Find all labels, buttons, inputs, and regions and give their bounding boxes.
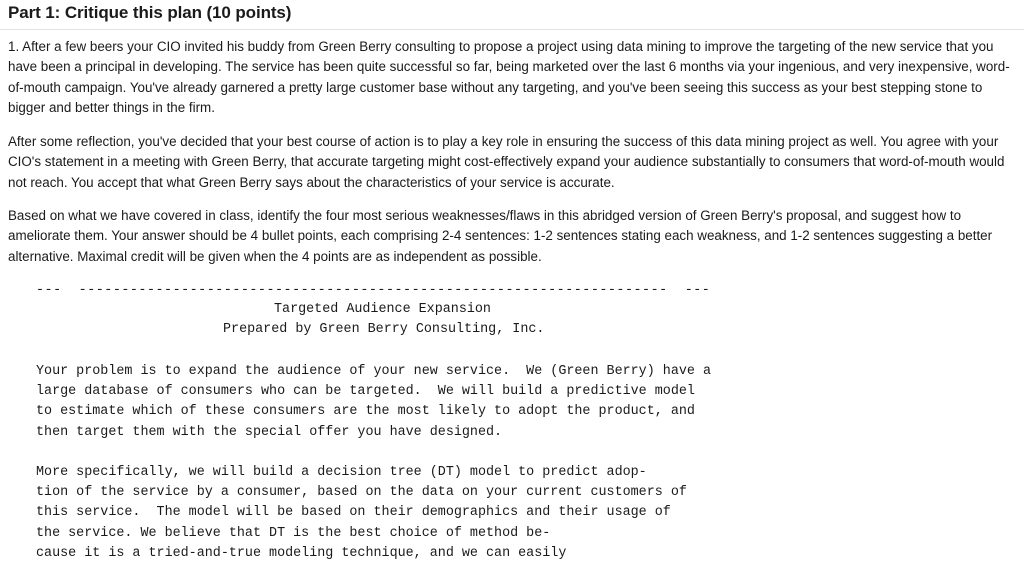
- proposal-block-2: More specifically, we will build a decision tree (DT) model to predict adop- tion of the service by a consumer, based on the data on your current customers of this service. The model will be based on their demographics and their usage of the service. We believe that DT is the best choice of method be- cause it is a tried-and-true modeling technique, and we can easily: [36, 465, 687, 561]
- proposal-ruler: --- --------------------------------------------------------------------- ---: [36, 283, 711, 298]
- question-paragraph-1: 1. After a few beers your CIO invited his buddy from Green Berry consulting to propose a project using data mining to improve the targeting of the new service that you have been a principal in developing. The service has been quite successful so far, being marketed over the last 6 months via your ingenious, and very inexpensive, word-of-mouth campaign. You've already garnered a pretty large customer base without any targeting, and you've been seeing this success as your best stepping stone to bigger and better things in the firm.: [8, 39, 1010, 115]
- part-title: Part 1: Critique this plan (10 points): [8, 3, 292, 22]
- proposal-subtitle: Prepared by Green Berry Consulting, Inc.: [223, 322, 545, 337]
- question-paragraph-2: After some reflection, you've decided that your best course of action is to play a key role in ensuring the success of this data mining project as well. You agree with your CIO's statement in a meeting with Green Berry, that accurate targeting might cost-effectively expand your audience substantially to consumers that word-of-mouth would not reach. You accept that what Green Berry says about the characteristics of your service is accurate.: [8, 134, 1005, 190]
- question-paragraph-3: Based on what we have covered in class, identify the four most serious weaknesses/flaws in this abridged version of Green Berry's proposal, and suggest how to ameliorate them. Your answer should be 4 bullet points, each comprising 2-4 sentences: 1-2 sentences stating each weakness, and 1-2 sentences suggesting a better alternative. Maximal credit will be given when the 4 points are as independent as possible.: [8, 208, 993, 264]
- proposal-block-1: Your problem is to expand the audience of your new service. We (Green Berry) have a large database of consumers who can be targeted. We will build a predictive model to estimate which of these consumers are the most likely to adopt the product, and then target them with the special offer you have designed.: [36, 364, 711, 440]
- proposal-title: Targeted Audience Expansion: [274, 302, 491, 317]
- part-header: [0, 0, 1024, 30]
